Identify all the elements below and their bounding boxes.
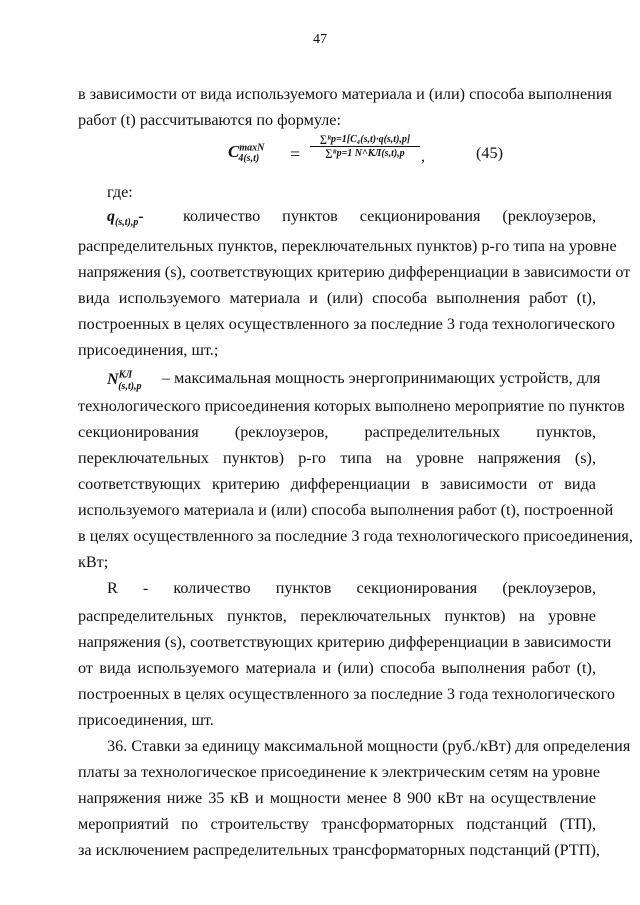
- body-line: распределительных пунктов, переключательных пунктов) р-го типа на уровне: [78, 237, 617, 255]
- symbol-n-sub: (s,t),p: [118, 380, 142, 392]
- symbol-q-dash: -: [138, 208, 144, 225]
- body-line: распределительных пунктов, переключательных пунктов) на уровне: [78, 607, 596, 625]
- body-line: в целях осуществленного за последние 3 года технологического присоединения,: [78, 527, 633, 545]
- body-line: секционирования (реклоузеров, распределительных пунктов,: [78, 423, 596, 441]
- formula-numerator: ∑ᴿp=1[C₄(s,t)·q(s,t),p]: [310, 134, 420, 147]
- body-line: вида используемого материала и (или) способа выполнения работ (t),: [78, 289, 596, 307]
- formula-number: (45): [476, 144, 503, 162]
- body-line: в зависимости от вида используемого материала и (или) способа выполнения: [78, 85, 612, 103]
- body-line: за исключением распределительных трансформаторных подстанций (РТП),: [78, 841, 600, 859]
- body-line: присоединения, шт.: [78, 711, 214, 729]
- formula-lhs-sub: 4(s,t): [238, 153, 260, 165]
- body-line: технологического присоединения которых выполнено мероприятие по пунктов: [78, 397, 625, 415]
- body-line: платы за технологическое присоединение к электрическим сетям на уровне: [78, 763, 601, 781]
- formula-denominator: ∑ᴿp=1 N^КЛ(s,t),p: [325, 148, 405, 159]
- body-line: используемого материала и (или) способа выполнения работ (t), построенной: [78, 501, 614, 519]
- formula-comma: ,: [421, 148, 425, 165]
- body-line: – максимальная мощность энергопринимающих устройств, для: [162, 369, 601, 387]
- body-line: напряжения (s), соответствующих критерию дифференциации в зависимости от: [78, 263, 631, 281]
- body-line: работ (t) рассчитываются по формуле:: [78, 111, 341, 129]
- symbol-q-sub: (s,t),p: [115, 217, 139, 229]
- symbol-n-base: N: [107, 371, 119, 389]
- where-label: где:: [107, 183, 133, 201]
- symbol-n: [107, 366, 167, 397]
- body-line: напряжения ниже 35 кВ и мощности менее 8 900 кВт на осуществление: [78, 789, 596, 807]
- body-line: построенных в целях осуществленного за последние 3 года технологического: [78, 685, 615, 703]
- formula-equals: =: [290, 144, 301, 164]
- symbol-n-sup: КЛ: [118, 370, 133, 381]
- body-line: от вида используемого материала и (или) способа выполнения работ (t),: [78, 659, 596, 677]
- body-line: напряжения (s), соответствующих критерию дифференциации в зависимости: [78, 633, 612, 651]
- formula-45: [228, 132, 503, 178]
- body-line: 36. Ставки за единицу максимальной мощности (руб./кВт) для определения: [107, 737, 631, 755]
- body-line: переключательных пунктов) р-го типа на уровне напряжения (s),: [78, 449, 596, 467]
- body-line: кВт;: [78, 553, 109, 571]
- body-line: количество пунктов секционирования (реклоузеров,: [183, 207, 596, 225]
- body-line: R - количество пунктов секционирования (реклоузеров,: [107, 579, 596, 597]
- formula-lhs-base: C: [228, 142, 240, 161]
- symbol-q-base: q: [107, 208, 115, 225]
- page-number: 47: [313, 32, 327, 47]
- body-line: мероприятий по строительству трансформаторных подстанций (ТП),: [78, 815, 596, 833]
- formula-lhs-sup: maxN: [239, 142, 265, 154]
- formula-lhs: [228, 142, 265, 165]
- symbol-q: [107, 206, 144, 233]
- formula-fraction: [310, 134, 420, 159]
- body-line: присоединения, шт.;: [78, 341, 219, 359]
- body-line: соответствующих критерию дифференциации в зависимости от вида: [78, 475, 596, 493]
- body-line: построенных в целях осуществленного за последние 3 года технологического: [78, 315, 615, 333]
